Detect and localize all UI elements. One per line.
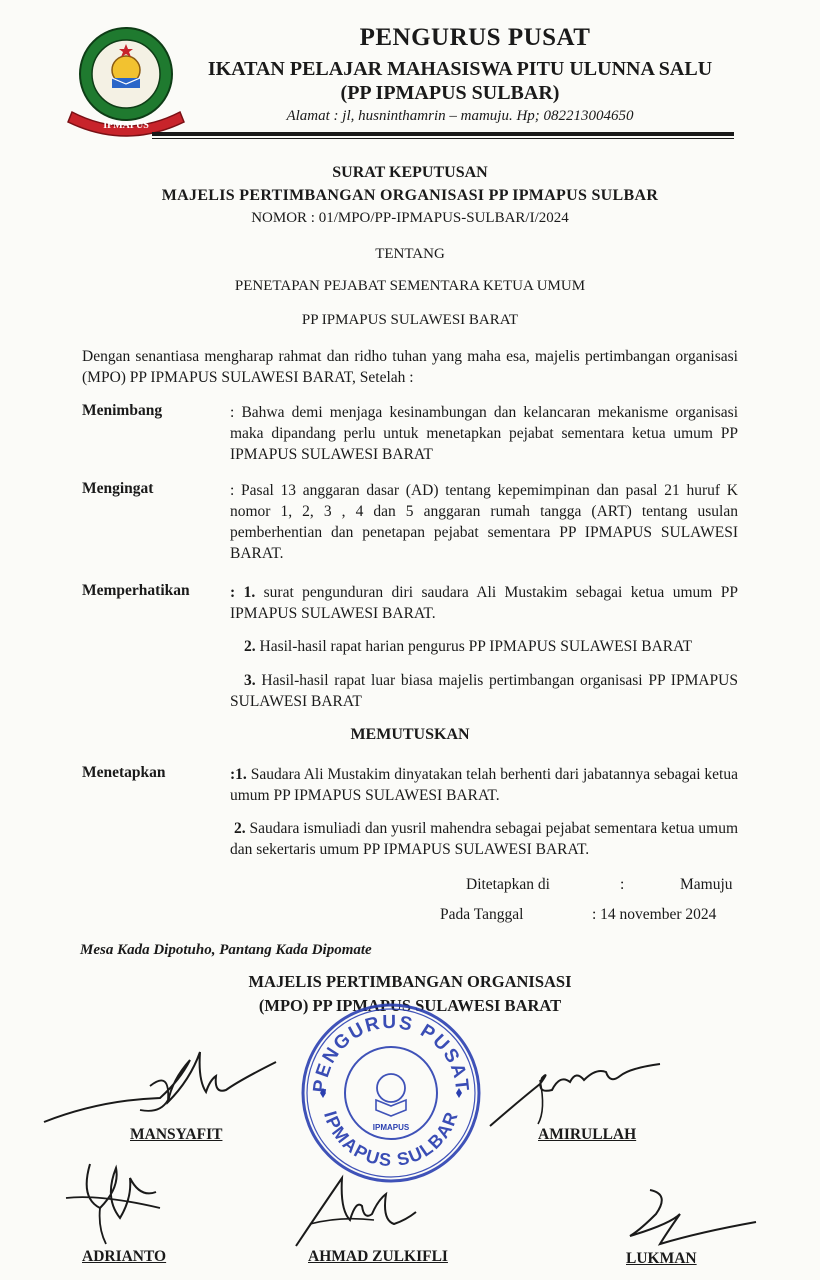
memperhatikan-item-2 (230, 636, 738, 657)
issued-date: : 14 november 2024 (592, 906, 717, 923)
signing-body: MAJELIS PERTIMBANGAN ORGANISASI (248, 972, 572, 991)
signatory-name-1: MANSYAFIT (130, 1126, 223, 1143)
menimbang-text: : Bahwa demi menjaga kesinambungan dan kelancaran mekanisme organisasi maka dipandang perlu untuk menetapkan pejabat sementara ketua umum PP IPMAPUS SULAWESI BARAT (230, 404, 738, 463)
decree-subject: PENETAPAN PEJABAT SEMENTARA KETUA UMUM (234, 278, 586, 294)
menetapkan-item-1 (230, 764, 738, 806)
decree-issuer: MAJELIS PERTIMBANGAN ORGANISASI PP IPMAPUS SULBAR (161, 187, 659, 204)
signature-amirullah (480, 1050, 670, 1130)
item-number: :1. (230, 766, 247, 783)
item-text: Saudara ismuliadi dan yusril mahendra sebagai pejabat sementara ketua umum dan sekertaris umum PP IPMAPUS SULAWESI BARAT. (230, 820, 739, 858)
item-number: 2. (244, 638, 256, 655)
signatory-name-2: AMIRULLAH (538, 1126, 637, 1143)
memperhatikan-label: Memperhatikan (82, 582, 190, 599)
letterhead-address: Alamat : jl, husninthamrin – mamuju. Hp; 082213004650 (286, 108, 634, 124)
signing-body-name: (MPO) PP IPMAPUS SULAWESI BARAT (258, 996, 562, 1015)
decree-subject-org: PP IPMAPUS SULAWESI BARAT (301, 312, 519, 328)
letterhead-title: PENGURUS PUSAT (359, 24, 591, 51)
item-text: Hasil-hasil rapat harian pengurus PP IPMAPUS SULAWESI BARAT (255, 638, 693, 655)
official-stamp (300, 1002, 482, 1184)
opening-paragraph: Dengan senantiasa mengharap rahmat dan ridho tuhan yang maha esa, majelis pertimbangan organisasi (MPO) PP IPMAPUS SULAWESI BARAT, Setelah : (82, 348, 738, 386)
issued-place-colon: : (620, 876, 625, 893)
signature-lukman (610, 1184, 760, 1254)
letterhead-abbreviation: (PP IPMAPUS SULBAR) (340, 82, 560, 104)
issued-date-label: Pada Tanggal (440, 906, 524, 923)
item-number: : 1. (230, 584, 256, 601)
decree-title: SURAT KEPUTUSAN (332, 164, 488, 181)
menetapkan-label: Menetapkan (82, 764, 166, 781)
stamp-top-text: PENGURUS PUSAT (309, 1011, 473, 1094)
signature-adrianto (60, 1158, 170, 1248)
logo-ribbon-text: IPMAPUS (103, 120, 149, 131)
signatory-name-3: ADRIANTO (82, 1248, 167, 1265)
item-text: surat pengunduran diri saudara Ali Mustakim sebagai ketua umum PP IPMAPUS SULAWESI BARAT. (230, 584, 738, 622)
signature-mansyafit (40, 1040, 280, 1130)
memperhatikan-item-3 (230, 670, 738, 712)
item-number: 3. (244, 672, 256, 689)
item-number: 2. (234, 820, 246, 837)
item-text: Saudara Ali Mustakim dinyatakan telah berhenti dari jabatannya sebagai ketua umum PP IPMAPUS SULAWESI BARAT. (230, 766, 738, 804)
issued-place-label: Ditetapkan di (466, 876, 550, 893)
decree-number: NOMOR : 01/MPO/PP-IPMAPUS-SULBAR/I/2024 (251, 210, 569, 226)
stamp-bottom-text: IPMAPUS SULBAR (320, 1108, 463, 1171)
signatory-name-4: AHMAD ZULKIFLI (308, 1248, 448, 1265)
organization-logo (66, 22, 190, 140)
item-text: Hasil-hasil rapat luar biasa majelis pertimbangan organisasi PP IPMAPUS SULAWESI BARAT (230, 672, 738, 710)
memutuskan-heading: MEMUTUSKAN (350, 726, 470, 743)
menetapkan-item-2 (230, 818, 738, 860)
letterhead-rule-thin (152, 138, 734, 139)
signature-ahmad-zulkifli (290, 1170, 420, 1250)
mengingat-label: Mengingat (82, 480, 154, 497)
signatory-name-5: LUKMAN (626, 1250, 697, 1267)
menimbang-label: Menimbang (82, 402, 163, 419)
memperhatikan-item-1 (230, 582, 738, 624)
issued-place: Mamuju (680, 876, 733, 893)
letterhead-organization: IKATAN PELAJAR MAHASISWA PITU ULUNNA SALU (207, 58, 713, 80)
motto: Mesa Kada Dipotuho, Pantang Kada Dipomate (80, 942, 372, 958)
mengingat-text: : Pasal 13 anggaran dasar (AD) tentang kepemimpinan dan pasal 21 huruf K nomor 1, 2, 3 , 4 dan 5 anggaran rumah tangga (ART) tentang usulan pemberhentian dan penetapan pejabat sementara PP IPMAPUS SULAWESI BARAT. (230, 482, 738, 562)
letterhead-rule (152, 132, 734, 136)
decree-about: TENTANG (375, 246, 445, 262)
stamp-inner-text: IPMAPUS (372, 1123, 410, 1132)
